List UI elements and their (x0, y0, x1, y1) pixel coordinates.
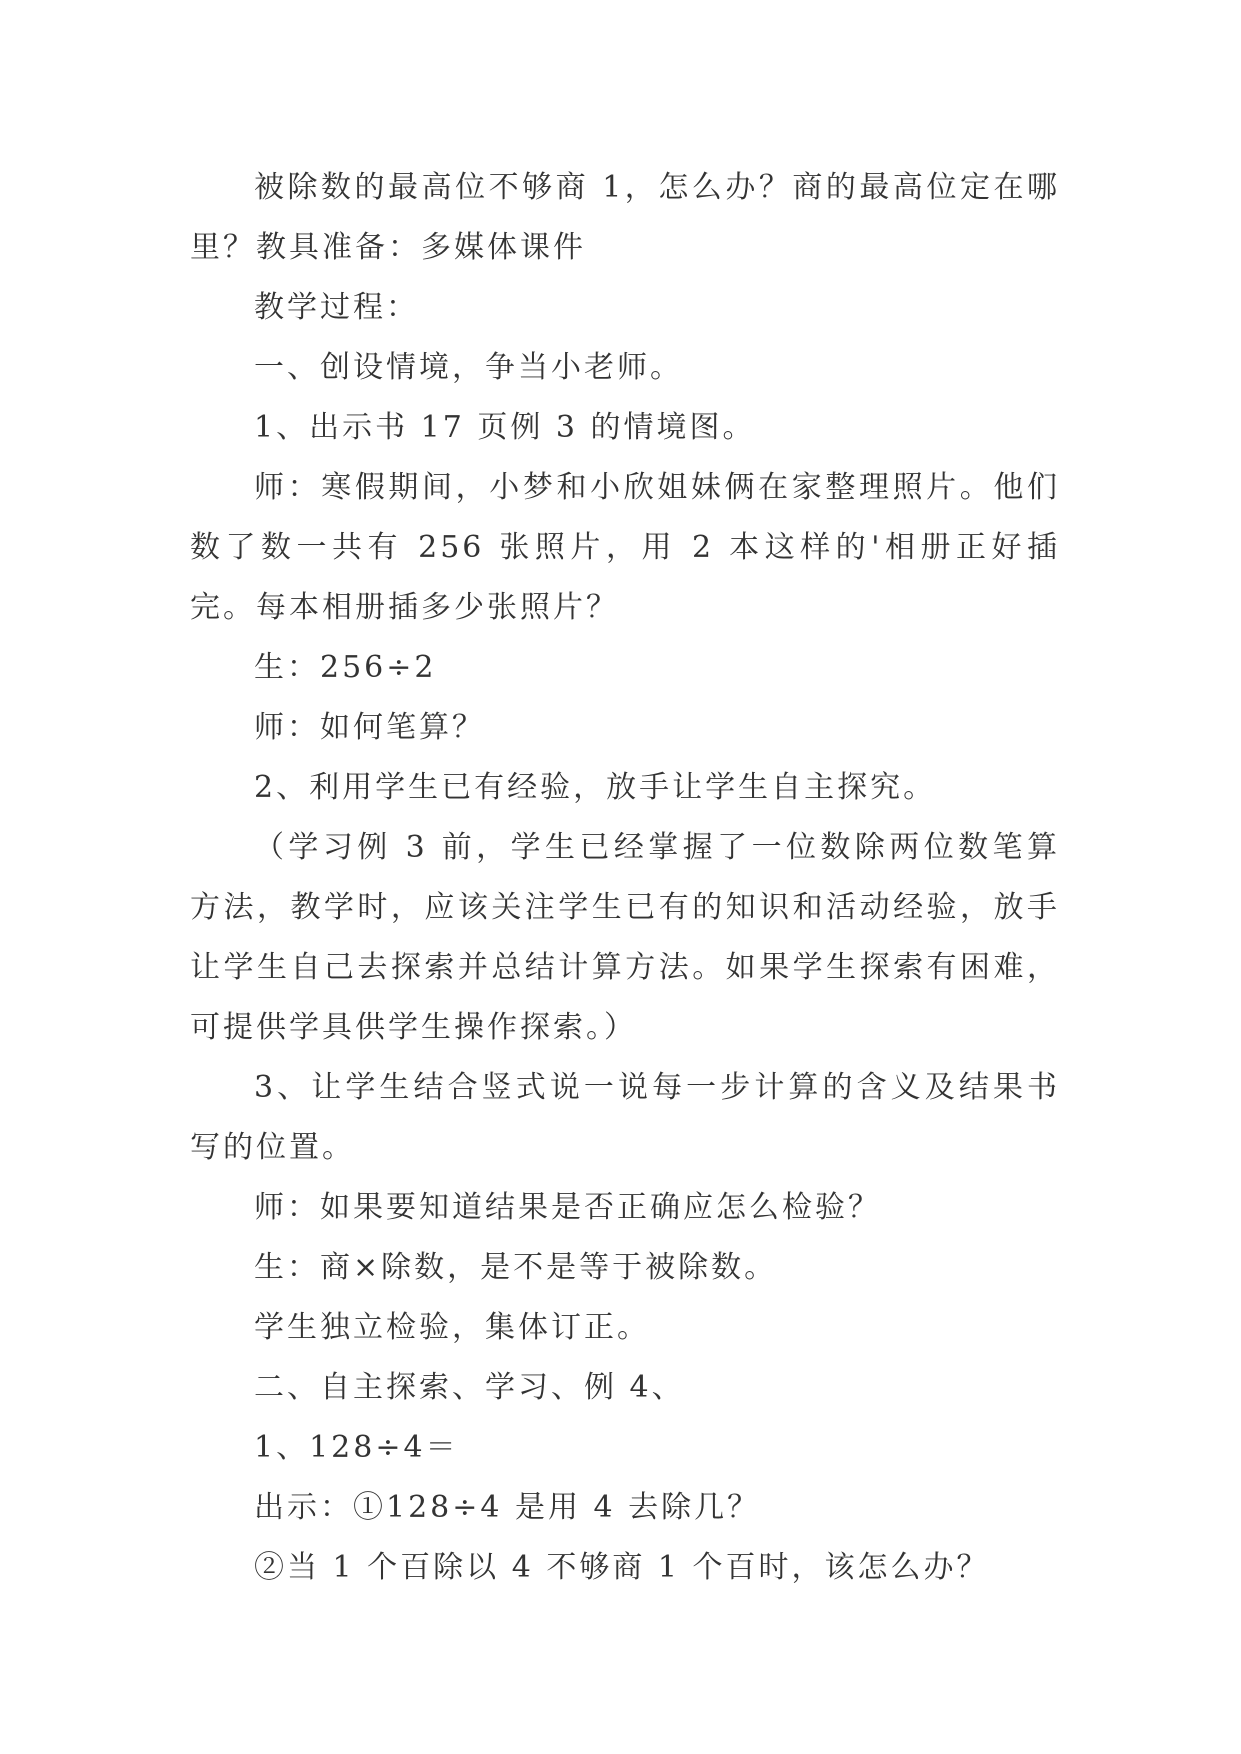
paragraph-equation: 1、128÷4＝ (254, 1430, 459, 1465)
paragraph-question: 被除数的最高位不够商 1，怎么办？商的最高位定在哪里？教具准备：多媒体课件 (190, 170, 1060, 265)
paragraph-process-heading: 教学过程： (254, 290, 419, 325)
paragraph-show-1: 出示：①128÷4 是用 4 去除几？ (254, 1490, 761, 1525)
paragraph-step-2: 2、利用学生已有经验，放手让学生自主探究。 (254, 770, 937, 805)
paragraph-teacher-check: 师：如果要知道结果是否正确应怎么检验？ (254, 1190, 881, 1225)
paragraph-independent-check: 学生独立检验，集体订正。 (254, 1310, 650, 1345)
paragraph-step-1: 1、出示书 17 页例 3 的情境图。 (254, 410, 756, 445)
paragraph-show-2: ②当 1 个百除以 4 不够商 1 个百时，该怎么办？ (254, 1550, 990, 1585)
paragraph-teacher-ask: 师：如何笔算？ (254, 710, 485, 745)
paragraph-section-one: 一、创设情境，争当小老师。 (254, 350, 683, 385)
paragraph-note: （学习例 3 前，学生已经掌握了一位数除两位数笔算方法，教学时，应该关注学生已有的知识和活动经验，放手让学生自己去探索并总结计算方法。如果学生探索有困难，可提供学具供学生操作探索。） (190, 830, 1060, 1045)
paragraph-step-3: 3、让学生结合竖式说一说每一步计算的含义及结果书写的位置。 (190, 1070, 1060, 1165)
paragraph-teacher-story: 师：寒假期间，小梦和小欣姐妹俩在家整理照片。他们数了数一共有 256 张照片，用 2 本这样的'相册正好插完。每本相册插多少张照片？ (190, 470, 1060, 625)
paragraph-student-answer: 生：256÷2 (254, 650, 437, 685)
document-body (190, 158, 1060, 1598)
paragraph-student-check: 生：商×除数，是不是等于被除数。 (254, 1250, 778, 1285)
paragraph-section-two: 二、自主探索、学习、例 4、 (254, 1370, 685, 1405)
